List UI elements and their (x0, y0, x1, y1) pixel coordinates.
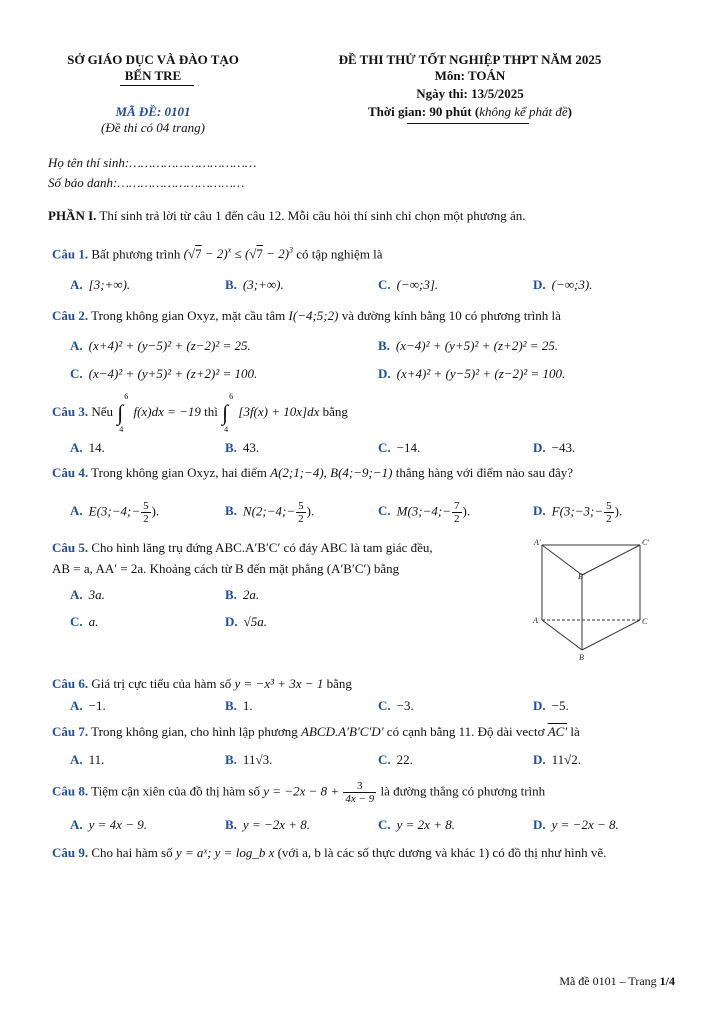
q4-d-close: ). (614, 503, 623, 519)
q4-option-a[interactable]: A. E(3;−4;− $\frac{5}{2}$ ). (70, 500, 160, 525)
q9-prompt-end: (với a, b là các số thực dương và khác 1) có đồ thị như hình vẽ. (277, 845, 607, 860)
q5-number: Câu 5. (52, 540, 89, 555)
q8-c-text: y = 2x + 8. (396, 817, 455, 832)
label-c1: C′ (642, 538, 650, 547)
q5-option-d[interactable]: D. √5a. (225, 614, 268, 629)
q2-number: Câu 2. (52, 308, 89, 323)
q7-c-text: 22. (396, 752, 413, 767)
q4-d-num: 5 (606, 500, 612, 512)
header-underline-left (120, 85, 194, 86)
q8-frac-num: 3 (343, 780, 376, 793)
q4-number: Câu 4. (52, 465, 89, 480)
q2-prompt-end: và đường kính bằng 10 có phương trình là (341, 308, 561, 323)
q2-b-text: (x−4)² + (y+5)² + (z+2)² = 25. (395, 338, 559, 353)
q2-c-text: (x−4)² + (y+5)² + (z+2)² = 100. (88, 366, 258, 381)
q3-option-d[interactable]: D. −43. (533, 440, 576, 455)
q7-cube: ABCD.A′B′C′D′ (301, 724, 384, 739)
q1-prompt-end: có tập nghiệm là (296, 246, 383, 262)
q4-a-text: E(3;−4;− (88, 503, 141, 519)
q8-number: Câu 8. (52, 783, 89, 799)
q3-option-c[interactable]: C. −14. (378, 440, 421, 455)
q2-a-text: (x+4)² + (y−5)² + (z−2)² = 25. (88, 338, 251, 353)
q1-d-text: (−∞;3). (551, 277, 593, 292)
q5-line2: AB = a, AA′ = 2a. Khoảng cách từ B đến mặt phẳng (A′B′C′) bằng (52, 561, 400, 576)
exam-subject: Môn: TOÁN (434, 68, 506, 83)
q8-b-text: y = −2x + 8. (242, 817, 311, 832)
q2-option-d[interactable]: D. (x+4)² + (y−5)² + (z−2)² = 100. (378, 366, 566, 381)
q2-d-text: (x+4)² + (y−5)² + (z−2)² = 100. (396, 366, 566, 381)
q3-integral-1: ∫ 6 4 (117, 392, 129, 434)
q4-c-text: M(3;−4;− (396, 503, 452, 519)
q7-option-c[interactable]: C. 22. (378, 752, 413, 767)
q4-prompt: Trong không gian Oxyz, hai điểm (91, 465, 267, 480)
q4-points: A(2;1;−4), B(4;−9;−1) (270, 465, 393, 480)
q1-number: Câu 1. (52, 246, 89, 262)
label-a: A (533, 616, 538, 625)
q2-center: I(−4;5;2) (288, 308, 339, 323)
question-9 (52, 845, 606, 861)
q4-b-den: 2 (298, 513, 304, 525)
q6-function: y = −x³ + 3x − 1 (234, 676, 324, 691)
q1-prompt: Bất phương trình (91, 246, 181, 262)
q4-a-den: 2 (143, 513, 149, 525)
q7-option-a[interactable]: A. 11. (70, 752, 105, 767)
candidate-name: Họ tên thí sinh:…………………………… (48, 155, 257, 170)
time-label: Thời gian: 90 phút ( (367, 104, 480, 119)
label-c: C (642, 617, 648, 626)
q3-integral-2: ∫ 6 4 (222, 392, 234, 434)
q1-option-d[interactable]: D. (−∞;3). (533, 277, 593, 292)
q7-b-text: 11√3. (242, 752, 273, 767)
q4-b-text: N(2;−4;− (242, 503, 296, 519)
q1-b-text: (3;+∞). (242, 277, 284, 292)
q4-c-num: 7 (454, 500, 460, 512)
q8-option-d[interactable]: D. y = −2x − 8. (533, 817, 619, 832)
q1-inequality: $(√7 - 2)^x \le (√7 - 2)^3$ (183, 246, 294, 262)
part1-text: Thí sinh trả lời từ câu 1 đến câu 12. Mỗi câu hỏi thí sinh chỉ chọn một phương án. (99, 208, 526, 223)
q3-a-text: 14. (88, 440, 105, 455)
footer-page: 1/4 (659, 974, 675, 988)
q4-b-num: 5 (298, 500, 304, 512)
q5-a-text: 3a. (88, 587, 105, 602)
question-5 (52, 540, 433, 556)
question-8 (52, 780, 545, 805)
q2-prompt: Trong không gian Oxyz, mặt cầu tâm (91, 308, 286, 323)
q7-prompt: Trong không gian, cho hình lập phương (91, 724, 298, 739)
q3-lower-2: 4 (224, 425, 229, 434)
candidate-id: Số báo danh:…………………………… (48, 175, 245, 190)
q8-option-a[interactable]: A. y = 4x − 9. (70, 817, 147, 832)
q3-number: Câu 3. (52, 403, 89, 419)
q4-d-den: 2 (606, 513, 612, 525)
q8-d-text: y = −2x − 8. (551, 817, 619, 832)
question-7 (52, 724, 580, 740)
q4-prompt-end: thẳng hàng với điểm nào sau đây? (395, 465, 573, 480)
q6-a-text: −1. (88, 698, 106, 713)
edge-b-c (582, 620, 640, 650)
question-2 (52, 308, 561, 324)
department-line1: SỞ GIÁO DỤC VÀ ĐÀO TẠO (67, 52, 239, 67)
edge-a1-b1 (542, 545, 582, 575)
q5-c-text: a. (88, 614, 99, 629)
q1-option-c[interactable]: C. (−∞;3]. (378, 277, 439, 292)
edge-a-b (542, 620, 582, 650)
q7-vector: AC′ (547, 724, 568, 739)
q8-fraction (343, 780, 376, 805)
question-4 (52, 465, 573, 481)
exam-date: Ngày thi: 13/5/2025 (416, 86, 524, 101)
q2-option-b[interactable]: B. (x−4)² + (y+5)² + (z+2)² = 25. (378, 338, 559, 353)
q9-prompt: Cho hai hàm số (91, 845, 173, 860)
q4-c-close: ). (462, 503, 471, 519)
q6-option-c[interactable]: C. −3. (378, 698, 414, 713)
q7-option-d[interactable]: D. 11√2. (533, 752, 582, 767)
header-underline-right (407, 123, 529, 124)
prism-figure (528, 535, 658, 665)
q3-c-text: −14. (396, 440, 421, 455)
footer-code: Mã đề 0101 – Trang (559, 974, 657, 988)
q7-number: Câu 7. (52, 724, 89, 739)
q6-number: Câu 6. (52, 676, 89, 691)
time-note: không kể phát đề (479, 104, 568, 119)
q3-prompt: Nếu (91, 403, 114, 419)
q2-option-a[interactable]: A. (x+4)² + (y−5)² + (z−2)² = 25. (70, 338, 251, 353)
q4-b-close: ). (306, 503, 315, 519)
q1-option-a[interactable]: A. [3;+∞). (70, 277, 131, 292)
q4-option-b[interactable]: B. N(2;−4;− $\frac{5}{2}$ ). (225, 500, 315, 525)
q3-given: f(x)dx = −19 (133, 403, 201, 419)
q8-option-c[interactable]: C. y = 2x + 8. (378, 817, 455, 832)
q3-prompt-end: bằng (322, 403, 348, 419)
q3-b-text: 43. (242, 440, 260, 455)
q3-option-a[interactable]: A. 14. (70, 440, 105, 455)
q6-prompt-end: bằng (326, 676, 352, 691)
q5-option-b[interactable]: B. 2a. (225, 587, 260, 602)
q3-upper-1: 6 (124, 392, 129, 401)
q5-b-text: 2a. (242, 587, 260, 602)
q4-a-num: 5 (143, 500, 149, 512)
q8-function: y = −2x − 8 + (263, 783, 340, 799)
q5-d-text: √5a. (243, 614, 268, 629)
q8-prompt-end: là đường thẳng có phương trình (380, 783, 546, 799)
q9-number: Câu 9. (52, 845, 89, 860)
exam-title: ĐỀ THI THỬ TỐT NGHIỆP THPT NĂM 2025 (338, 52, 602, 67)
exam-time (300, 104, 640, 120)
q8-option-b[interactable]: B. y = −2x + 8. (225, 817, 311, 832)
q3-option-b[interactable]: B. 43. (225, 440, 260, 455)
question-3 (52, 392, 348, 434)
q4-option-d[interactable]: D. F(3;−3;− $\frac{5}{2}$ ). (533, 500, 623, 525)
q7-prompt-mid: có cạnh bằng 11. Độ dài vectơ (386, 724, 545, 739)
q4-c-den: 2 (454, 513, 460, 525)
q1-c-text: (−∞;3]. (396, 277, 439, 292)
q5-option-a[interactable]: A. 3a. (70, 587, 105, 602)
q8-frac-den: 4x − 9 (345, 793, 375, 805)
page-footer (559, 974, 675, 989)
q1-option-b[interactable]: B. (3;+∞). (225, 277, 284, 292)
exam-code: MÃ ĐỀ: 0101 (115, 104, 191, 119)
part1-instruction (48, 208, 525, 224)
q7-option-b[interactable]: B. 11√3. (225, 752, 273, 767)
q6-prompt: Giá trị cực tiểu của hàm số (91, 676, 232, 691)
label-a1: A′ (534, 538, 541, 547)
q9-functions: y = aˣ; y = log_b x (175, 845, 275, 860)
q6-option-d[interactable]: D. −5. (533, 698, 569, 713)
q7-prompt-end: là (570, 724, 580, 739)
q3-upper-2: 6 (229, 392, 234, 401)
q8-a-text: y = 4x − 9. (88, 817, 147, 832)
edge-b1-c1 (582, 545, 640, 575)
q7-a-text: 11. (88, 752, 105, 767)
department-line2: BẾN TRE (124, 68, 182, 83)
q1-a-text: [3;+∞). (88, 277, 131, 292)
q8-prompt: Tiệm cận xiên của đồ thị hàm số (91, 783, 260, 799)
q5-option-c[interactable]: C. a. (70, 614, 99, 629)
label-b1: B′ (578, 572, 585, 581)
q6-b-text: 1. (242, 698, 253, 713)
q7-d-text: 11√2. (551, 752, 582, 767)
question-6 (52, 676, 352, 692)
question-1 (52, 246, 383, 262)
q6-option-a[interactable]: A. −1. (70, 698, 106, 713)
label-b: B (579, 653, 584, 662)
q6-c-text: −3. (396, 698, 414, 713)
q6-option-b[interactable]: B. 1. (225, 698, 253, 713)
q4-option-c[interactable]: C. M(3;−4;− $\frac{7}{2}$ ). (378, 500, 471, 525)
q3-then: thì (204, 403, 218, 419)
q4-d-text: F(3;−3;− (551, 503, 604, 519)
q3-expression: [3f(x) + 10x]dx (238, 403, 320, 419)
q4-a-close: ). (151, 503, 160, 519)
q3-lower-1: 4 (119, 425, 124, 434)
q5-line1: Cho hình lăng trụ đứng ABC.A′B′C′ có đáy ABC là tam giác đều, (91, 540, 433, 555)
q2-option-c[interactable]: C. (x−4)² + (y+5)² + (z+2)² = 100. (70, 366, 258, 381)
part1-label: PHẦN I. (48, 208, 97, 223)
q6-d-text: −5. (551, 698, 569, 713)
pages-note: (Đề thi có 04 trang) (101, 120, 205, 135)
q3-d-text: −43. (551, 440, 576, 455)
time-close: ) (567, 104, 573, 119)
